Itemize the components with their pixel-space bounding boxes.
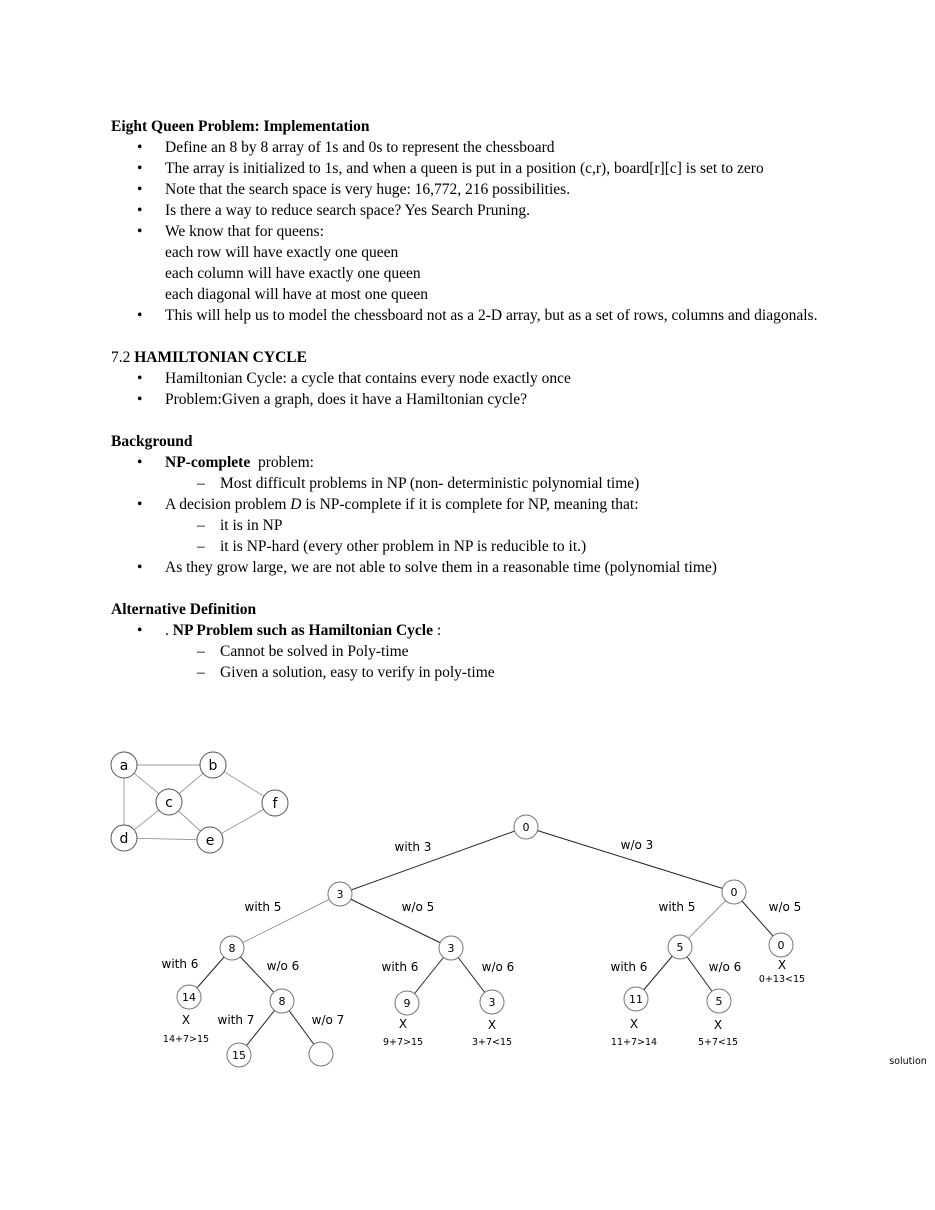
queen-fact: each diagonal will have at most one queen: [165, 286, 428, 303]
tree-node-label: 3: [488, 996, 496, 1009]
document-body: [111, 116, 823, 704]
bullet-text: is NP-complete if it is complete for NP, meaning that:: [301, 496, 639, 513]
dash-list: [165, 515, 823, 557]
bullet-item: • As they grow large, we are not able to solve them in a reasonable time (polynomial time): [111, 557, 823, 578]
bullet-text: A decision problem: [165, 496, 291, 513]
tree-edge-label: w/o 7: [311, 1013, 345, 1027]
tree-node-label: 8: [278, 995, 286, 1008]
bullet-list: [111, 452, 823, 578]
prune-mark: X: [629, 1017, 639, 1031]
tree-edge: [340, 827, 526, 894]
dash-item: – it is NP-hard (every other problem in NP is reducible to it.): [165, 536, 823, 557]
dash-item: – Cannot be solved in Poly-time: [165, 641, 823, 662]
bullet-item: [111, 494, 823, 557]
section-title-text: HAMILTONIAN CYCLE: [134, 349, 307, 366]
bold-term: NP Problem such as Hamiltonian Cycle: [172, 622, 433, 639]
tree-edge-label: with 5: [658, 900, 696, 914]
tree-edge-label: w/o 5: [768, 900, 802, 914]
tree-node-label: 8: [228, 942, 236, 955]
graph-node-label: a: [119, 758, 129, 774]
section-alternative: [111, 599, 823, 683]
tree-edge-label: w/o 3: [620, 838, 654, 852]
dash-list: [165, 641, 823, 683]
hamiltonian-figure: [0, 740, 935, 1080]
tree-node-label: 3: [336, 888, 344, 901]
graph-node-label: d: [119, 831, 129, 847]
dash-item: – it is in NP: [165, 515, 823, 536]
tree-node-label: 0: [777, 939, 785, 952]
section-title: Background: [111, 433, 193, 450]
section-title: [111, 347, 823, 368]
bullet-text: problem:: [250, 454, 314, 471]
prune-mark: X: [398, 1017, 408, 1031]
example-graph: [111, 752, 288, 853]
tree-edge-label: with 6: [610, 960, 648, 974]
section-hamiltonian: [111, 347, 823, 410]
search-tree: [162, 815, 806, 1067]
section-title: Eight Queen Problem: Implementation: [111, 118, 370, 135]
bullet-list: [111, 368, 823, 410]
prune-mark: X: [777, 958, 787, 972]
tree-edge-label: with 6: [161, 957, 199, 971]
prune-note: 3+7<15: [471, 1037, 513, 1048]
bullet-item: [111, 452, 823, 494]
graph-node-label: e: [205, 833, 215, 849]
section-number: 7.2: [111, 349, 131, 366]
tree-node-label: 11: [629, 993, 643, 1006]
prune-note: 14+7>15: [162, 1034, 210, 1045]
tree-edge-label: w/o 6: [708, 960, 742, 974]
tree-edge: [340, 894, 451, 948]
prune-mark: X: [487, 1018, 497, 1032]
prune-note: 11+7>14: [610, 1037, 658, 1048]
graph-node-label: b: [208, 758, 218, 774]
bullet-text: :: [432, 622, 442, 639]
tree-node-label: 9: [403, 997, 411, 1010]
bullet-list: [111, 137, 823, 326]
bullet-item: • Define an 8 by 8 array of 1s and 0s to represent the chessboard: [111, 137, 823, 158]
graph-node-label: f: [272, 796, 278, 812]
tree-node-label: 14: [182, 991, 196, 1004]
tree-node-label: 3: [447, 942, 455, 955]
bullet-item: • Problem:Given a graph, does it have a Hamiltonian cycle?: [111, 389, 823, 410]
italic-var: D: [290, 496, 302, 513]
tree-edge-label: with 5: [244, 900, 282, 914]
dash-item: – Most difficult problems in NP (non- deterministic polynomial time): [165, 473, 823, 494]
bullet-item: [111, 620, 823, 683]
bullet-item: • This will help us to model the chessboard not as a 2-D array, but as a set of rows, columns and diagonals.: [111, 305, 823, 326]
solution-label: solution: [889, 1056, 927, 1067]
prune-note: 5+7<15: [697, 1037, 739, 1048]
tree-node-label: 0: [730, 886, 738, 899]
tree-node-label: 15: [232, 1049, 246, 1062]
bullet-item: • Note that the search space is very huge: 16,772, 216 possibilities.: [111, 179, 823, 200]
bullet-item: • Is there a way to reduce search space? Yes Search Pruning.: [111, 200, 823, 221]
prune-mark: X: [181, 1013, 191, 1027]
bold-term: NP-complete: [165, 454, 251, 471]
queen-fact: each column will have exactly one queen: [165, 265, 421, 282]
dash-list: [165, 473, 823, 494]
tree-edge-label: with 3: [394, 840, 432, 854]
tree-node-label: 5: [715, 995, 723, 1008]
tree-edge-label: w/o 5: [401, 900, 435, 914]
tree-node: [309, 1042, 333, 1066]
tree-edge: [526, 827, 734, 892]
bullet-item: • Hamiltonian Cycle: a cycle that contains every node exactly once: [111, 368, 823, 389]
tree-edge-label: with 7: [217, 1013, 255, 1027]
queen-fact: each row will have exactly one queen: [165, 244, 399, 261]
tree-edge-label: w/o 6: [481, 960, 515, 974]
bullet-item: [111, 221, 823, 305]
bullet-list: [111, 620, 823, 683]
bullet-text: .: [165, 622, 173, 639]
prune-note: 9+7>15: [382, 1037, 424, 1048]
dash-item: – Given a solution, easy to verify in poly-time: [165, 662, 823, 683]
prune-note: 0+13<15: [758, 974, 806, 985]
bullet-text: We know that for queens:: [165, 223, 324, 240]
prune-mark: X: [713, 1018, 723, 1032]
tree-node-label: 0: [522, 821, 530, 834]
tree-edge-label: w/o 6: [266, 959, 300, 973]
tree-node-label: 5: [676, 941, 684, 954]
section-eight-queen: [111, 116, 823, 326]
section-title: Alternative Definition: [111, 601, 257, 618]
bullet-item: • The array is initialized to 1s, and when a queen is put in a position (c,r), board[r][c] is set to zero: [111, 158, 823, 179]
section-background: [111, 431, 823, 578]
graph-node-label: c: [165, 795, 173, 811]
tree-edge-label: with 6: [381, 960, 419, 974]
